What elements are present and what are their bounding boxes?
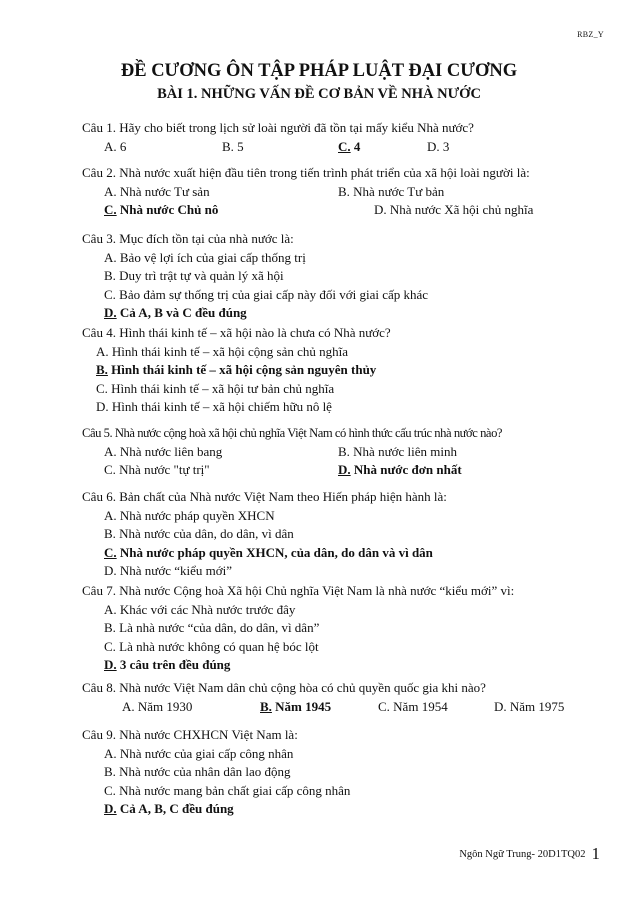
question-7-option-b: B. Là nhà nước “của dân, do dân, vì dân” (104, 620, 320, 636)
question-3-text: Câu 3. Mục đích tồn tại của nhà nước là: (82, 231, 294, 246)
question-1-text: Câu 1. Hãy cho biết trong lịch sử loài người đã tồn tại mấy kiểu Nhà nước? (82, 120, 474, 135)
question-2-option-b: B. Nhà nước Tư bản (338, 183, 445, 199)
question-7-option-d-correct: D. 3 câu trên đều đúng (104, 657, 231, 673)
question-9-text: Câu 9. Nhà nước CHXHCN Việt Nam là: (82, 727, 298, 742)
question-9-option-c: C. Nhà nước mang bản chất giai cấp công nhân (104, 782, 351, 798)
question-1-option-d: D. 3 (427, 138, 450, 154)
question-3-option-c: C. Bảo đảm sự thống trị của giai cấp này đối với giai cấp khác (104, 286, 429, 302)
question-7-option-c: C. Là nhà nước không có quan hệ bóc lột (104, 638, 319, 654)
question-8-option-d: D. Năm 1975 (494, 698, 565, 714)
question-8-option-c: C. Năm 1954 (378, 698, 448, 714)
question-1 (82, 119, 602, 156)
page-number: 1 (591, 844, 600, 863)
corner-tag: RBZ_Y (577, 30, 604, 39)
question-8 (82, 679, 602, 716)
question-1-option-b: B. 5 (222, 138, 244, 154)
question-1-option-a: A. 6 (104, 138, 127, 154)
question-6-option-c-correct: C. Nhà nước pháp quyền XHCN, của dân, do dân và vì dân (104, 544, 433, 560)
lesson-subtitle: BÀI 1. NHỮNG VẤN ĐỀ CƠ BẢN VỀ NHÀ NƯỚC (157, 86, 481, 102)
question-9-option-b: B. Nhà nước của nhân dân lao động (104, 764, 291, 780)
question-2-text: Câu 2. Nhà nước xuất hiện đầu tiên trong tiến trình phát triển của xã hội loài người là: (82, 165, 530, 180)
question-9-option-d-correct: D. Cả A, B, C đều đúng (104, 801, 234, 817)
question-1-option-c-correct: C. 4 (338, 138, 361, 154)
question-7 (82, 582, 602, 675)
question-4-option-d: D. Hình thái kinh tế – xã hội chiếm hữu nô lệ (96, 399, 332, 415)
question-6-text: Câu 6. Bản chất của Nhà nước Việt Nam theo Hiến pháp hiện hành là: (82, 489, 447, 504)
question-3-option-b: B. Duy trì trật tự và quản lý xã hội (104, 268, 284, 284)
question-2 (82, 164, 602, 220)
question-2-option-c-correct: C. Nhà nước Chủ nô (104, 202, 219, 218)
question-5-option-b: B. Nhà nước liên minh (338, 443, 457, 459)
question-5-option-c: C. Nhà nước "tự trị" (104, 462, 210, 478)
document-title: ĐỀ CƯƠNG ÔN TẬP PHÁP LUẬT ĐẠI CƯƠNG (120, 61, 518, 81)
question-9-option-a: A. Nhà nước của giai cấp công nhân (104, 745, 294, 761)
question-8-option-b-correct: B. Năm 1945 (260, 698, 332, 714)
question-7-option-a: A. Khác với các Nhà nước trước đây (104, 601, 296, 617)
question-5 (82, 424, 602, 480)
question-8-text: Câu 8. Nhà nước Việt Nam dân chủ cộng hòa có chủ quyền quốc gia khi nào? (82, 680, 486, 695)
question-5-option-a: A. Nhà nước liên bang (104, 443, 223, 459)
question-4-option-c: C. Hình thái kinh tế – xã hội tư bản chủ nghĩa (96, 380, 335, 396)
question-6 (82, 488, 602, 581)
question-6-option-a: A. Nhà nước pháp quyền XHCN (104, 507, 275, 523)
question-5-option-d-correct: D. Nhà nước đơn nhất (338, 462, 462, 478)
question-2-option-d: D. Nhà nước Xã hội chủ nghĩa (374, 202, 534, 218)
question-3 (82, 230, 602, 323)
question-4-option-a: A. Hình thái kinh tế – xã hội cộng sản chủ nghĩa (96, 343, 349, 359)
question-7-text: Câu 7. Nhà nước Cộng hoà Xã hội Chủ nghĩa Việt Nam là nhà nước “kiểu mới” vì: (82, 583, 515, 598)
question-5-text: Câu 5. Nhà nước cộng hoà xã hội chủ nghĩa Việt Nam có hình thức cấu trúc nhà nước nào? (82, 426, 503, 440)
question-9 (82, 726, 602, 819)
question-6-option-b: B. Nhà nước của dân, do dân, vì dân (104, 526, 294, 542)
question-6-option-d: D. Nhà nước “kiểu mới” (104, 563, 233, 579)
footer-class-label: Ngôn Ngữ Trung- 20D1TQ02 (459, 849, 586, 860)
question-3-option-d-correct: D. Cả A, B và C đều đúng (104, 305, 247, 321)
question-4 (82, 324, 602, 417)
page-footer (459, 844, 600, 864)
question-3-option-a: A. Bảo vệ lợi ích của giai cấp thống trị (104, 249, 306, 265)
question-8-option-a: A. Năm 1930 (122, 698, 193, 714)
question-4-option-b-correct: B. Hình thái kinh tế – xã hội cộng sản nguyên thủy (96, 362, 377, 378)
question-2-option-a: A. Nhà nước Tư sản (104, 183, 210, 199)
question-4-text: Câu 4. Hình thái kinh tế – xã hội nào là chưa có Nhà nước? (82, 325, 391, 340)
